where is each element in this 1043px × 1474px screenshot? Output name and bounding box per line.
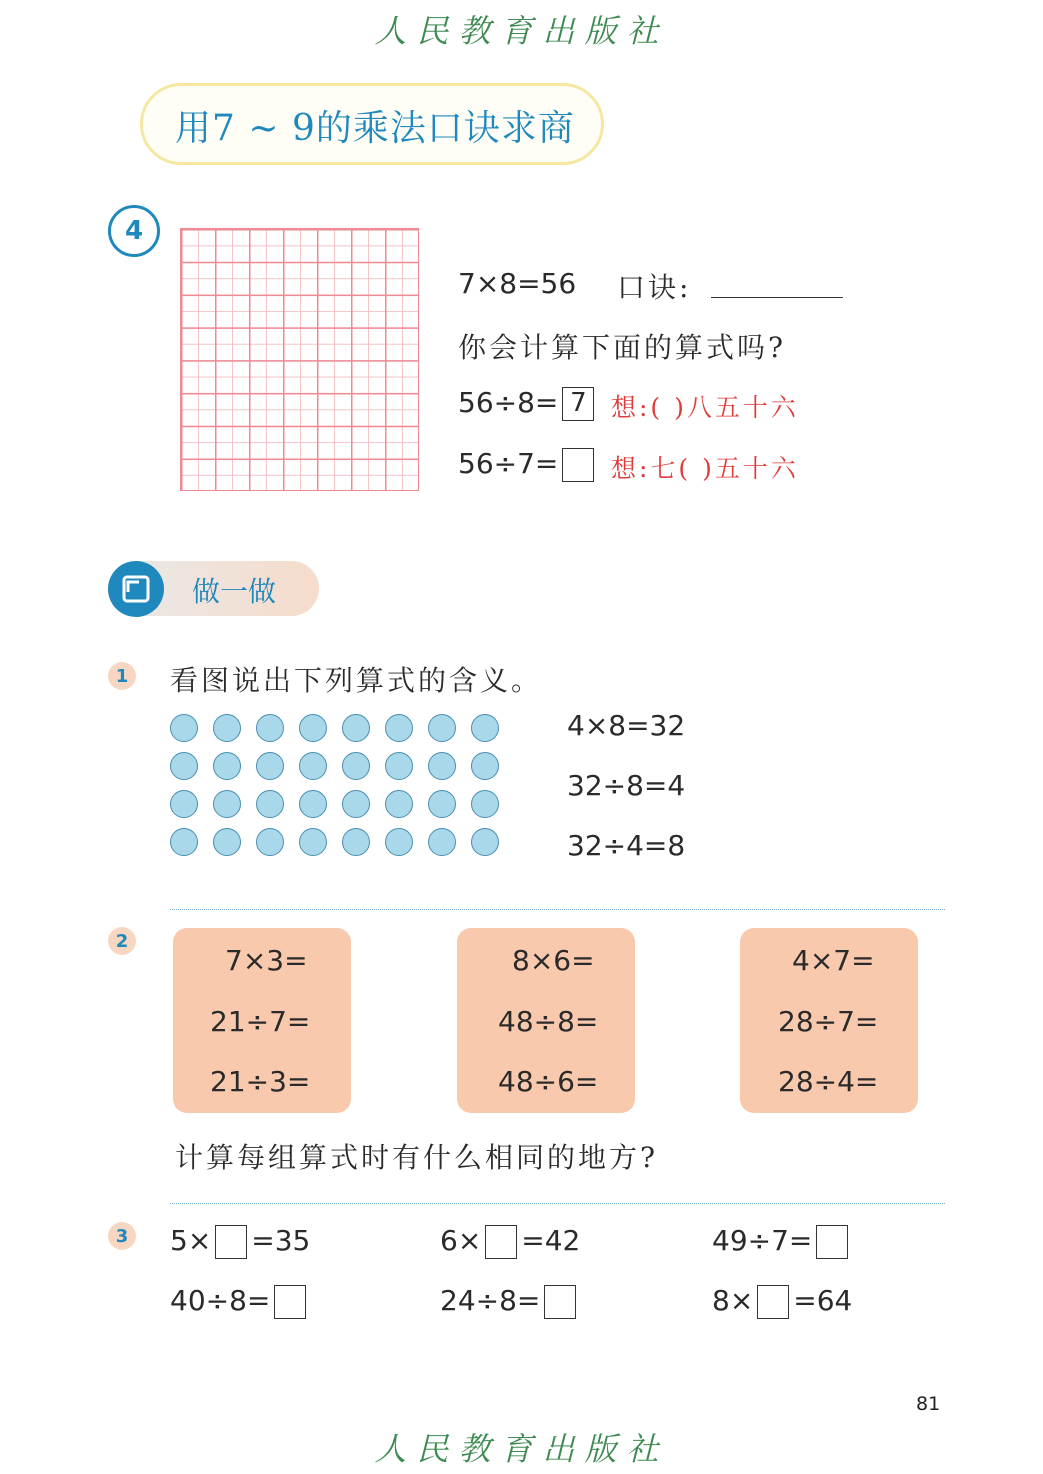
ex3-item-5-before: 24÷8=: [440, 1284, 541, 1317]
counter-dot: [385, 828, 413, 856]
ex3-item-6: [712, 1284, 852, 1319]
counter-dot: [342, 790, 370, 818]
ex3-item-6-before: 8×: [712, 1284, 754, 1317]
equation-card-2: [457, 928, 635, 1113]
card-1-line-2: 21÷7=: [210, 1005, 311, 1038]
example-question: 你会计算下面的算式吗?: [458, 331, 787, 364]
counter-dot: [299, 714, 327, 742]
counter-dot: [299, 790, 327, 818]
division-expression-1: 56÷8=: [458, 386, 559, 419]
card-2-line-2: 48÷8=: [498, 1005, 599, 1038]
counter-dot: [256, 714, 284, 742]
counter-dot: [471, 752, 499, 780]
ex1-equation-1: 4×8=32: [567, 709, 686, 742]
practice-label: 做一做: [192, 575, 277, 608]
counter-dot: [170, 714, 198, 742]
counter-dot: [471, 714, 499, 742]
card-3-line-3: 28÷4=: [778, 1065, 879, 1098]
ex3-item-5: [440, 1284, 580, 1319]
page-title: 用7 ~ 9的乘法口诀求商: [175, 108, 575, 149]
card-2-line-3: 48÷6=: [498, 1065, 599, 1098]
exercise-3-number: 3: [108, 1222, 136, 1250]
counter-dot: [213, 714, 241, 742]
counter-dot: [170, 790, 198, 818]
counter-dot: [471, 790, 499, 818]
ex3-item-2-before: 6×: [440, 1224, 482, 1257]
divider-2: [170, 1203, 945, 1204]
ex3-item-1-after: =35: [251, 1224, 311, 1257]
ex3-item-6-after: =64: [793, 1284, 853, 1317]
ex1-equation-2: 32÷8=4: [567, 769, 686, 802]
division-row-1: [458, 386, 598, 421]
ex3-item-3-before: 49÷7=: [712, 1224, 813, 1257]
card-1-line-1: 7×3=: [225, 944, 308, 977]
equation-card-3: [740, 928, 918, 1113]
ex3-item-3: [712, 1224, 852, 1259]
multiplication-equation: 7×8=56: [458, 267, 577, 300]
hint-1: 想:( )八五十六: [611, 393, 799, 422]
ex1-equation-3: 32÷4=8: [567, 829, 686, 862]
koujue-answer-line[interactable]: [711, 297, 843, 298]
counter-dot: [385, 752, 413, 780]
ex3-answer-box-2[interactable]: [485, 1225, 517, 1259]
ex3-answer-box-6[interactable]: [757, 1285, 789, 1319]
practice-icon: [108, 561, 164, 617]
answer-box-1[interactable]: 7: [562, 387, 594, 421]
counter-dot: [342, 752, 370, 780]
exercise-2-number: 2: [108, 927, 136, 955]
counter-dot: [299, 752, 327, 780]
ex3-item-4-before: 40÷8=: [170, 1284, 271, 1317]
dot-grid-paper: [180, 228, 419, 491]
exercise-2-question: 计算每组算式时有什么相同的地方?: [175, 1141, 659, 1174]
counter-dot: [256, 828, 284, 856]
counter-dot: [299, 828, 327, 856]
counter-dot: [471, 828, 499, 856]
answer-box-2[interactable]: [562, 448, 594, 482]
counter-dot: [428, 790, 456, 818]
publisher-footer: 人民教育出版社: [374, 1430, 669, 1468]
division-row-2: [458, 447, 598, 482]
ex3-answer-box-5[interactable]: [544, 1285, 576, 1319]
counter-dot: [213, 790, 241, 818]
card-3-line-1: 4×7=: [792, 944, 875, 977]
ex3-answer-box-4[interactable]: [274, 1285, 306, 1319]
card-1-line-3: 21÷3=: [210, 1065, 311, 1098]
counter-dot: [213, 752, 241, 780]
counter-dot: [256, 752, 284, 780]
counter-dot: [256, 790, 284, 818]
counter-dot: [170, 828, 198, 856]
dot-array: [170, 714, 510, 864]
ex3-item-1: [170, 1224, 310, 1259]
equation-card-1: [173, 928, 351, 1113]
publisher-header: 人民教育出版社: [374, 12, 669, 50]
exercise-1-number: 1: [108, 662, 136, 690]
hint-2: 想:七( )五十六: [611, 454, 799, 483]
counter-dot: [428, 714, 456, 742]
counter-dot: [385, 790, 413, 818]
ex3-answer-box-1[interactable]: [215, 1225, 247, 1259]
exercise-1-prompt: 看图说出下列算式的含义。: [170, 664, 543, 697]
divider-1: [170, 909, 945, 910]
counter-dot: [170, 752, 198, 780]
counter-dot: [342, 714, 370, 742]
counter-dot: [428, 828, 456, 856]
ex3-item-2-after: =42: [521, 1224, 581, 1257]
counter-dot: [213, 828, 241, 856]
counter-dot: [385, 714, 413, 742]
ex3-item-1-before: 5×: [170, 1224, 212, 1257]
counter-dot: [428, 752, 456, 780]
ex3-item-2: [440, 1224, 580, 1259]
page-number: 81: [916, 1393, 941, 1415]
ex3-answer-box-3[interactable]: [816, 1225, 848, 1259]
division-expression-2: 56÷7=: [458, 447, 559, 480]
example-number: 4: [108, 205, 160, 257]
counter-dot: [342, 828, 370, 856]
koujue-label: 口诀:: [617, 271, 692, 304]
card-2-line-1: 8×6=: [512, 944, 595, 977]
ex3-item-4: [170, 1284, 310, 1319]
card-3-line-2: 28÷7=: [778, 1005, 879, 1038]
